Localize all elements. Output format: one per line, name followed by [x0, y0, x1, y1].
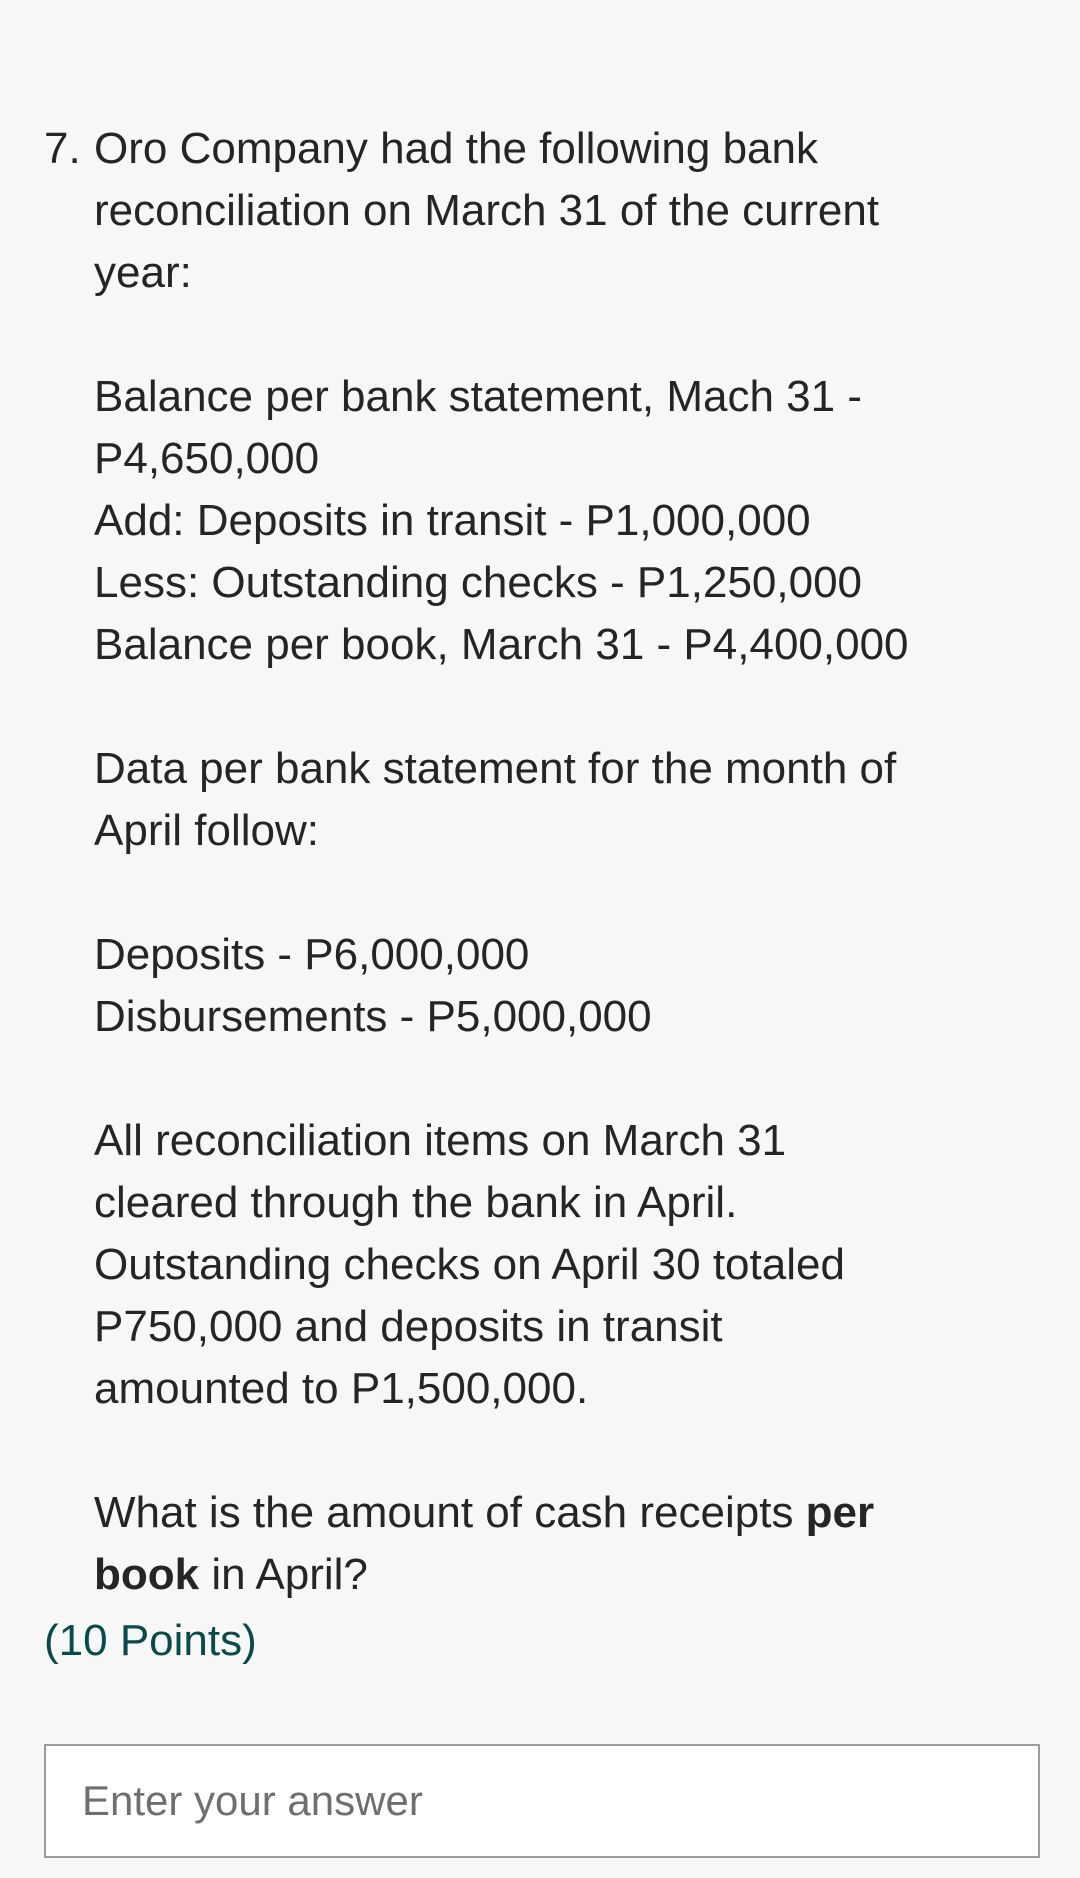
april-data-line: Disbursements - P5,000,000 [94, 992, 652, 1041]
reconciliation-line: Balance per bank statement, Mach 31 - [94, 372, 862, 421]
points-label: (10 Points) [44, 1616, 257, 1665]
prompt-text: in April? [199, 1550, 368, 1599]
note-line: P750,000 and deposits in transit [94, 1302, 723, 1351]
prompt-text: What is the amount of cash receipts [94, 1488, 806, 1537]
answer-input[interactable] [44, 1744, 1040, 1858]
reconciliation-line: P4,650,000 [94, 434, 320, 483]
reconciliation-line: Balance per book, March 31 - P4,400,000 [94, 620, 909, 669]
note-line: amounted to P1,500,000. [94, 1364, 589, 1413]
note-line: All reconciliation items on March 31 [94, 1116, 787, 1165]
april-data-line: Deposits - P6,000,000 [94, 930, 530, 979]
april-intro-line: Data per bank statement for the month of [94, 744, 897, 793]
prompt-emphasis: per [805, 1488, 875, 1537]
note-line: cleared through the bank in April. [94, 1178, 738, 1227]
april-intro-line: April follow: [94, 806, 319, 855]
reconciliation-line: Less: Outstanding checks - P1,250,000 [94, 558, 863, 607]
prompt-line [94, 1544, 1034, 1606]
question-block [44, 118, 1034, 1672]
prompt-line [94, 1482, 1034, 1544]
question-text [94, 118, 1034, 1606]
question-content [44, 118, 1034, 1606]
question-number: 7. [44, 124, 81, 173]
note-line: Outstanding checks on April 30 totaled [94, 1240, 845, 1289]
prompt-emphasis: book [94, 1550, 200, 1599]
intro-line: Oro Company had the following bank [94, 124, 818, 173]
reconciliation-line: Add: Deposits in transit - P1,000,000 [94, 496, 811, 545]
intro-line: year: [94, 248, 192, 297]
intro-line: reconciliation on March 31 of the current [94, 186, 880, 235]
